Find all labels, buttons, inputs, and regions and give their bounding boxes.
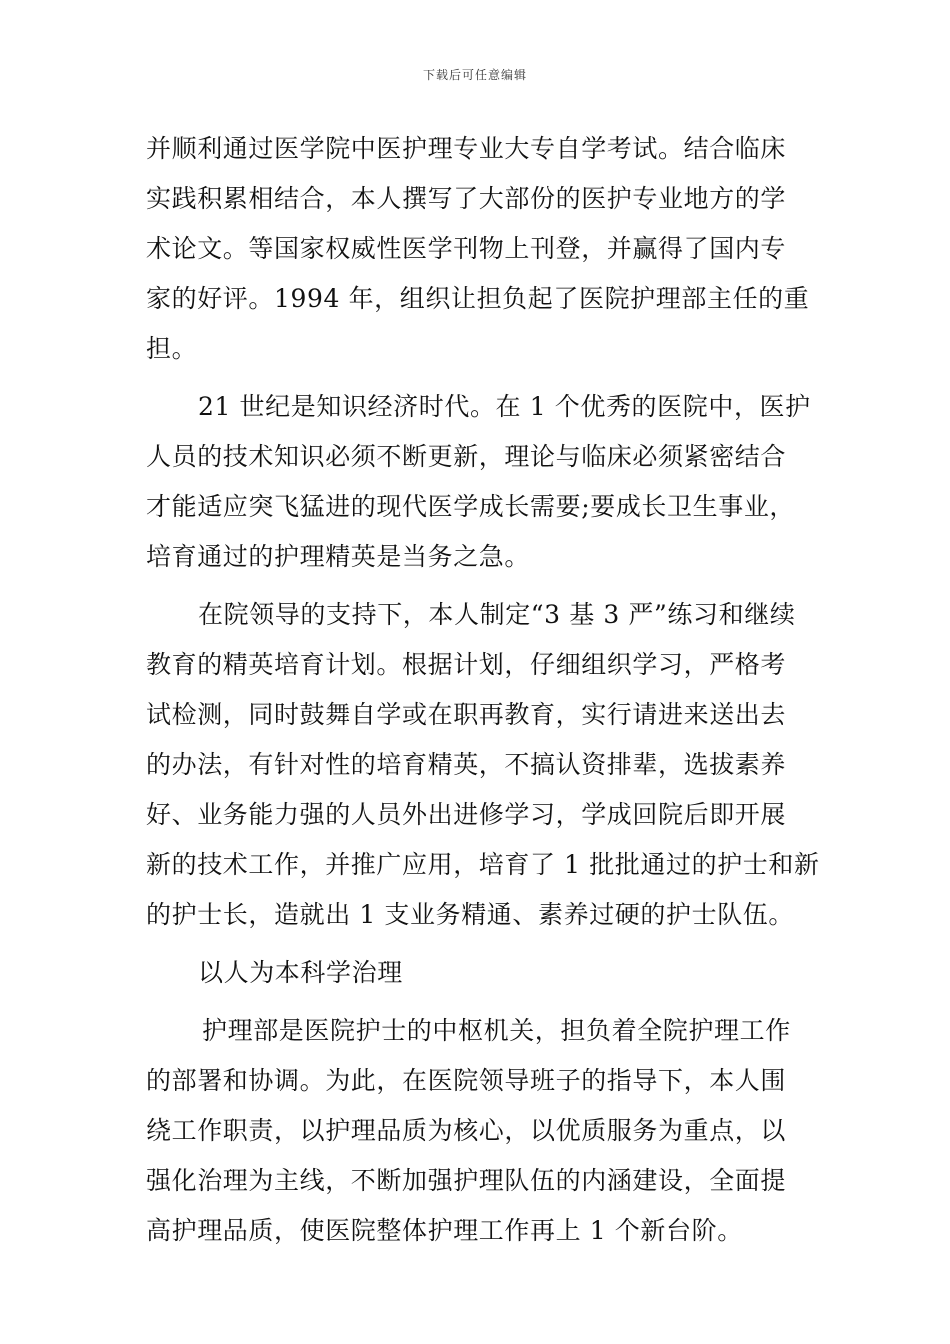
text-line: 教育的精英培育计划。根据计划，仔细组织学习，严格考 xyxy=(146,650,787,679)
text-line: 的护士长，造就出 1 支业务精通、素养过硬的护士队伍。 xyxy=(146,900,795,929)
text-line: 实践积累相结合，本人撰写了大部份的医护专业地方的学 xyxy=(146,184,787,213)
text-line: 担。 xyxy=(146,334,198,363)
text-line: 好、业务能力强的人员外出进修学习，学成回院后即开展 xyxy=(146,800,787,829)
text-line: 试检测，同时鼓舞自学或在职再教育，实行请进来送出去 xyxy=(146,700,787,729)
text-line: 以人为本科学治理 xyxy=(198,958,403,987)
page-header: 下载后可任意编辑 xyxy=(422,68,527,82)
section-heading xyxy=(146,948,808,998)
text-line: 家的好评。1994 年，组织让担负起了医院护理部主任的重 xyxy=(146,284,810,313)
text-line: 才能适应突飞猛进的现代医学成长需要;要成长卫生事业， xyxy=(146,492,796,521)
paragraph xyxy=(146,382,811,582)
text-line: 21 世纪是知识经济时代。在 1 个优秀的医院中，医护 xyxy=(198,392,811,421)
paragraph xyxy=(146,124,808,374)
text-line: 在院领导的支持下，本人制定“3 基 3 严”练习和继续 xyxy=(198,600,796,629)
text-line: 培育通过的护理精英是当务之急。 xyxy=(146,542,531,571)
text-line: 护理部是医院护士的中枢机关，担负着全院护理工作 xyxy=(202,1016,791,1045)
text-line: 新的技术工作，并推广应用，培育了 1 批批通过的护士和新 xyxy=(146,850,820,879)
text-line: 并顺利通过医学院中医护理专业大专自学考试。结合临床 xyxy=(146,134,787,163)
text-line: 高护理品质，使医院整体护理工作再上 1 个新台阶。 xyxy=(146,1216,743,1245)
text-line: 人员的技术知识必须不断更新，理论与临床必须紧密结合 xyxy=(146,442,787,471)
document-body xyxy=(146,124,820,1256)
text-line: 的办法，有针对性的培育精英，不搞认资排辈，选拔素养 xyxy=(146,750,787,779)
paragraph xyxy=(146,1006,808,1256)
text-line: 强化治理为主线，不断加强护理队伍的内涵建设，全面提 xyxy=(146,1166,787,1195)
text-line: 绕工作职责，以护理品质为核心，以优质服务为重点，以 xyxy=(146,1116,787,1145)
paragraph xyxy=(146,590,820,940)
text-line: 的部署和协调。为此，在医院领导班子的指导下，本人围 xyxy=(146,1066,787,1095)
text-line: 术论文。等国家权威性医学刊物上刊登，并赢得了国内专 xyxy=(146,234,787,263)
